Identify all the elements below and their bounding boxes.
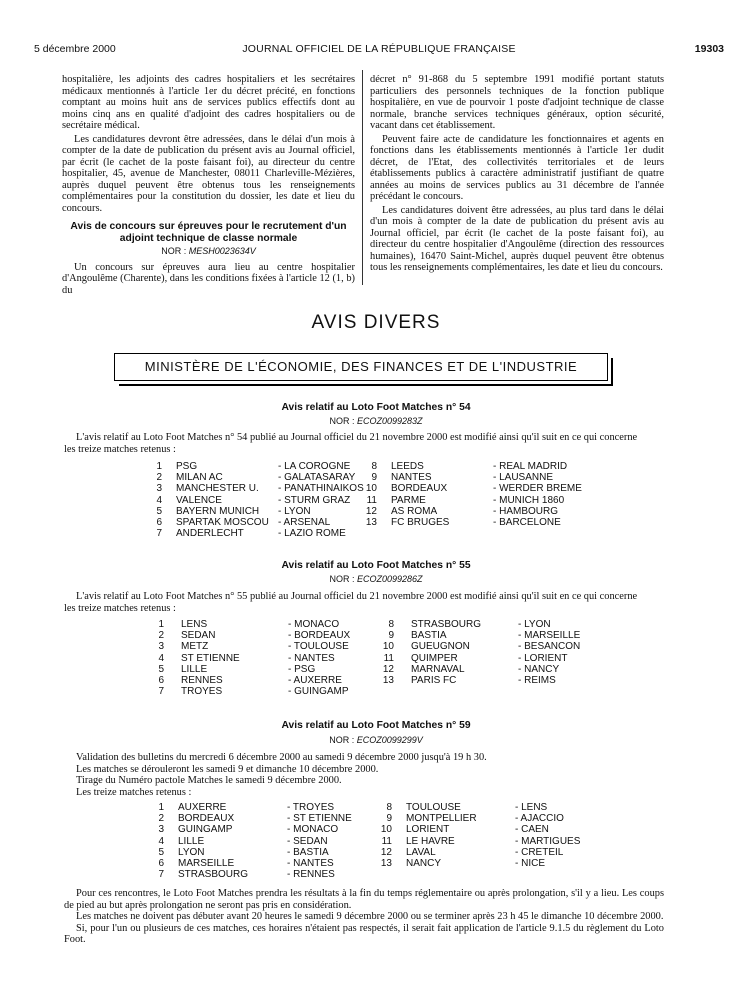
match-away-team: - MONACO — [287, 824, 339, 836]
match-number: 10 — [380, 824, 392, 836]
loto59-dates: Les matches se dérouleront les samedi 9 et dimanche 10 décembre 2000. — [76, 763, 379, 775]
concours-nor — [62, 246, 355, 258]
match-home-team: MARNAVAL — [411, 663, 465, 675]
match-number: 8 — [386, 802, 392, 813]
match-home-team: AS ROMA — [391, 505, 438, 517]
nor-label: NOR : — [329, 574, 355, 584]
match-number: 7 — [156, 528, 162, 540]
loto55-intro-line-2: les treize matches retenus : — [64, 602, 176, 614]
match-home-team: VALENCE — [176, 494, 222, 506]
column-divider — [362, 70, 363, 285]
match-row — [380, 846, 688, 858]
match-number: 7 — [158, 869, 164, 881]
match-home-team: GUINGAMP — [178, 824, 233, 836]
match-number: 9 — [386, 813, 392, 825]
left-column — [62, 74, 355, 298]
loto55-intro-line-1: L'avis relatif au Loto Foot Matches n° 55 publié au Journal officiel du 21 novembre 2000 est modifié ainsi qu'il suit en ce qui concerne — [76, 591, 638, 602]
match-row — [380, 824, 688, 836]
match-away-team: - MARSEILLE — [518, 630, 581, 642]
match-home-team: FC BRUGES — [391, 517, 450, 528]
match-away-team: - STURM GRAZ — [278, 494, 351, 506]
match-away-team: - AUXERRE — [288, 675, 342, 686]
match-away-team: - LAZIO ROME — [278, 528, 346, 540]
match-home-team: PARME — [391, 494, 426, 506]
match-away-team: - MARTIGUES — [515, 835, 581, 847]
match-number: 5 — [156, 505, 162, 517]
match-home-team: QUIMPER — [411, 652, 458, 664]
match-home-team: LILLE — [178, 835, 205, 847]
match-away-team: - REAL MADRID — [493, 461, 568, 472]
match-number: 9 — [388, 630, 394, 642]
match-row — [382, 641, 690, 653]
match-away-team: - NANTES — [287, 858, 334, 869]
match-home-team: LE HAVRE — [406, 835, 455, 847]
loto59-matches-intro: Les treize matches retenus : — [76, 786, 192, 798]
loto59-nor — [0, 735, 752, 745]
match-away-team: - SEDAN — [287, 835, 328, 847]
header-journal-title: JOURNAL OFFICIEL DE LA RÉPUBLIQUE FRANÇAISE — [242, 43, 516, 55]
ministry-heading: MINISTÈRE DE L'ÉCONOMIE, DES FINANCES ET DE L'INDUSTRIE — [114, 353, 608, 381]
match-row — [365, 505, 673, 517]
match-away-team: - LYON — [278, 505, 311, 517]
match-number: 4 — [156, 494, 162, 506]
left-paragraph-1: hospitalière, les adjoints des cadres hospitaliers et les secrétaires médicaux mentionnés à l'article 1er du décret précité, en fonctions comptant au moins huit ans de services publics effectifs dont au moins cinq ans en qualité d'adjoint des cadres hospitaliers ou de secrétaire médical. — [62, 74, 355, 131]
match-row — [382, 663, 690, 675]
loto55-intro — [64, 591, 664, 614]
match-home-team: LAVAL — [406, 846, 436, 858]
match-number: 5 — [158, 846, 164, 858]
match-away-team: - NANCY — [518, 663, 560, 675]
match-row — [160, 686, 460, 697]
match-number: 13 — [365, 517, 377, 528]
match-away-team: - CRETEIL — [515, 846, 564, 858]
loto54-intro-line-1: L'avis relatif au Loto Foot Matches n° 54 publié au Journal officiel du 21 novembre 2000 est modifié ainsi qu'il suit en ce qui concerne — [76, 432, 638, 443]
match-away-team: - MONACO — [288, 619, 340, 630]
match-number: 10 — [365, 483, 377, 495]
page-header — [34, 43, 724, 57]
match-number: 11 — [366, 494, 377, 506]
match-home-team: NANCY — [406, 858, 442, 869]
loto54-nor — [0, 416, 752, 426]
match-number: 8 — [388, 619, 394, 630]
match-home-team: RENNES — [181, 675, 223, 686]
match-home-team: PSG — [176, 461, 198, 472]
avis-divers-heading: AVIS DIVERS — [311, 312, 441, 333]
match-row — [388, 802, 688, 813]
match-away-team: - LAUSANNE — [493, 472, 554, 484]
match-row — [373, 472, 673, 483]
match-row — [365, 483, 673, 495]
match-row — [390, 630, 690, 641]
match-home-team: ANDERLECHT — [176, 528, 244, 540]
match-away-team: - WERDER BREME — [493, 483, 582, 495]
match-away-team: - LORIENT — [518, 652, 568, 664]
match-away-team: - CAEN — [515, 824, 549, 836]
loto59-footer — [64, 888, 664, 946]
loto59-intro — [64, 752, 664, 798]
match-number: 12 — [380, 846, 392, 858]
match-number: 1 — [158, 802, 164, 813]
match-away-team: - TOULOUSE — [288, 641, 349, 653]
loto59-footer-2: Les matches ne doivent pas débuter avant 20 heures le samedi 9 décembre 2000 ou se terminer après 23 h 45 le dimanche 10 décembre 2000. — [76, 911, 664, 922]
match-home-team: LENS — [181, 619, 208, 630]
right-paragraph-2: Peuvent faire acte de candidature les fonctionnaires et agents en fonctions dans les établissements mentionnés à l'article 1er dudit décret, de l'Etat, des collectivités territoriales et de leurs établissements publics à caractère administratif justifiant de quatre années au moins de services publics au 31 décembre de l'année précédant le concours. — [370, 133, 664, 202]
nor-label: NOR : — [161, 246, 187, 256]
match-home-team: SEDAN — [181, 630, 216, 642]
match-away-team: - LENS — [515, 802, 548, 813]
match-row — [158, 528, 458, 539]
match-home-team: AUXERRE — [178, 802, 227, 813]
match-number: 6 — [156, 517, 162, 528]
loto54-intro — [64, 432, 664, 455]
match-row — [373, 461, 673, 472]
loto54-title: Avis relatif au Loto Foot Matches n° 54 — [281, 402, 471, 413]
match-away-team: - LYON — [518, 619, 551, 630]
header-date: 5 décembre 2000 — [34, 43, 116, 55]
match-row — [381, 835, 688, 847]
match-home-team: NANTES — [391, 472, 432, 484]
left-paragraph-2: Les candidatures devront être adressées, dans le délai d'un mois à compter de la date de publication du présent avis au Journal officiel, par écrit (le cachet de la poste faisant foi), au directeur du centre hospitalier, 45, avenue de Manchester, 08011 Charleville-Mézières, auprès duquel peuvent être obtenus tous les renseignements complémentaires pour la constitution du dossier, les date et lieu du concours. — [62, 133, 355, 214]
match-home-team: LILLE — [181, 663, 208, 675]
match-number: 11 — [381, 835, 392, 847]
nor-code: MESH0023634V — [188, 246, 256, 256]
match-number: 11 — [383, 652, 394, 664]
match-row — [383, 652, 690, 664]
match-number: 7 — [158, 686, 164, 698]
match-away-team: - RENNES — [287, 869, 335, 881]
match-number: 13 — [380, 858, 392, 869]
match-number: 4 — [158, 835, 164, 847]
match-away-team: - REIMS — [518, 675, 556, 686]
match-home-team: BORDEAUX — [391, 483, 448, 495]
match-home-team: METZ — [181, 641, 209, 653]
match-home-team: PARIS FC — [411, 675, 457, 686]
match-away-team: - AJACCIO — [515, 813, 564, 825]
right-paragraph-3: Les candidatures doivent être adressées, au plus tard dans le délai d'un mois à compter de la date de publication du présent avis au Journal officiel, par écrit (le cachet de la poste faisant foi), au directeur du centre hospitalier d'Angoulême (direction des ressources humaines), 16470 Saint-Michel, auprès duquel peuvent être obtenus tous les renseignements complémentaires, les date et lieu du concours. — [370, 204, 664, 273]
match-number: 9 — [371, 472, 377, 484]
match-away-team: - PANATHINAIKOS — [278, 483, 364, 495]
match-away-team: - NICE — [515, 858, 545, 869]
match-home-team: LEEDS — [391, 461, 424, 472]
match-row — [366, 494, 673, 506]
match-number: 5 — [158, 663, 164, 675]
match-number: 3 — [158, 824, 164, 836]
match-number: 3 — [156, 483, 162, 495]
match-home-team: LYON — [178, 846, 205, 858]
match-home-team: MANCHESTER U. — [176, 483, 259, 495]
match-away-team: - GALATASARAY — [278, 472, 356, 484]
match-away-team: - ARSENAL — [278, 517, 331, 528]
match-number: 6 — [158, 675, 164, 686]
match-home-team: ST ETIENNE — [181, 652, 240, 664]
nor-label: NOR : — [329, 735, 355, 745]
match-away-team: - PSG — [288, 663, 316, 675]
right-paragraph-1: décret n° 91-868 du 5 septembre 1991 modifié portant statuts particuliers des personnels techniques de la fonction publique hospitalière, en vue de pourvoir 1 poste d'adjoint technique de classe normale, branche services techniques généraux, option sécurité, vacant dans cet établissement. — [370, 74, 664, 131]
nor-code: ECOZ0099286Z — [356, 574, 423, 584]
nor-code: ECOZ0099299V — [356, 735, 423, 745]
loto55-nor — [0, 574, 752, 584]
match-away-team: - TROYES — [287, 802, 335, 813]
match-row — [388, 813, 688, 824]
loto59-tirage: Tirage du Numéro pactole Matches le samedi 9 décembre 2000. — [76, 775, 342, 786]
match-home-team: MARSEILLE — [178, 858, 235, 869]
match-away-team: - BORDEAUX — [288, 630, 351, 642]
loto59-footer-3: Si, pour l'un ou plusieurs de ces matches, ces horaires n'étaient pas respectés, il serait fait application de l'article 9.1.5 du règlement du Loto Foot. — [64, 922, 664, 945]
match-number: 6 — [158, 858, 164, 869]
match-away-team: - ST ETIENNE — [287, 813, 352, 825]
match-away-team: - BESANCON — [518, 641, 581, 653]
nor-label: NOR : — [329, 416, 355, 426]
match-away-team: - BASTIA — [287, 846, 329, 858]
nor-code: ECOZ0099283Z — [356, 416, 423, 426]
match-home-team: STRASBOURG — [411, 619, 482, 630]
match-row — [390, 619, 690, 630]
concours-title: Avis de concours sur épreuves pour le recrutement d'un adjoint technique de classe normale — [70, 221, 347, 244]
loto59-title: Avis relatif au Loto Foot Matches n° 59 — [281, 720, 471, 731]
match-home-team: MILAN AC — [176, 472, 223, 484]
match-number: 8 — [371, 461, 377, 472]
match-row — [365, 517, 673, 528]
match-number: 3 — [158, 641, 164, 653]
match-home-team: TROYES — [181, 686, 223, 698]
match-home-team: BAYERN MUNICH — [176, 505, 260, 517]
match-home-team: SPARTAK MOSCOU — [176, 517, 269, 528]
match-home-team: TOULOUSE — [406, 802, 461, 813]
match-row — [380, 858, 688, 869]
match-away-team: - LA COROGNE — [278, 461, 351, 472]
loto54-intro-line-2: les treize matches retenus : — [64, 443, 176, 455]
match-number: 2 — [158, 630, 164, 642]
match-number: 4 — [158, 652, 164, 664]
loto59-validation: Validation des bulletins du mercredi 6 décembre 2000 au samedi 9 décembre 2000 jusqu'à 19 h 30. — [76, 752, 487, 763]
match-number: 12 — [382, 663, 394, 675]
match-away-team: - BARCELONE — [493, 517, 561, 528]
match-number: 13 — [382, 675, 394, 686]
match-number: 2 — [158, 813, 164, 825]
match-number: 12 — [365, 505, 377, 517]
match-home-team: BASTIA — [411, 630, 447, 642]
match-home-team: STRASBOURG — [178, 869, 249, 881]
match-away-team: - MUNICH 1860 — [493, 494, 565, 506]
match-home-team: MONTPELLIER — [406, 813, 477, 825]
match-number: 1 — [158, 619, 164, 630]
match-number: 1 — [156, 461, 162, 472]
match-row — [382, 675, 690, 686]
match-row — [160, 869, 460, 880]
match-away-team: - HAMBOURG — [493, 505, 558, 517]
match-away-team: - GUINGAMP — [288, 686, 349, 698]
left-paragraph-3: Un concours sur épreuves aura lieu au centre hospitalier d'Angoulême (Charente), dans les conditions fixées à l'article 12 (1, b) du — [62, 261, 355, 296]
match-home-team: BORDEAUX — [178, 813, 235, 825]
header-page-number: 19303 — [694, 43, 724, 55]
match-away-team: - NANTES — [288, 652, 335, 664]
loto59-footer-1: Pour ces rencontres, le Loto Foot Matches prendra les résultats à la fin du temps réglementaire ou après prolongation, s'il y a lieu. Les coups de pied au but après prolongation ne seront pas pris en considération. — [64, 888, 664, 911]
match-number: 10 — [382, 641, 394, 653]
match-number: 2 — [156, 472, 162, 484]
match-home-team: GUEUGNON — [411, 641, 470, 653]
match-home-team: LORIENT — [406, 824, 450, 836]
right-column — [370, 74, 664, 276]
loto55-title: Avis relatif au Loto Foot Matches n° 55 — [281, 560, 471, 571]
